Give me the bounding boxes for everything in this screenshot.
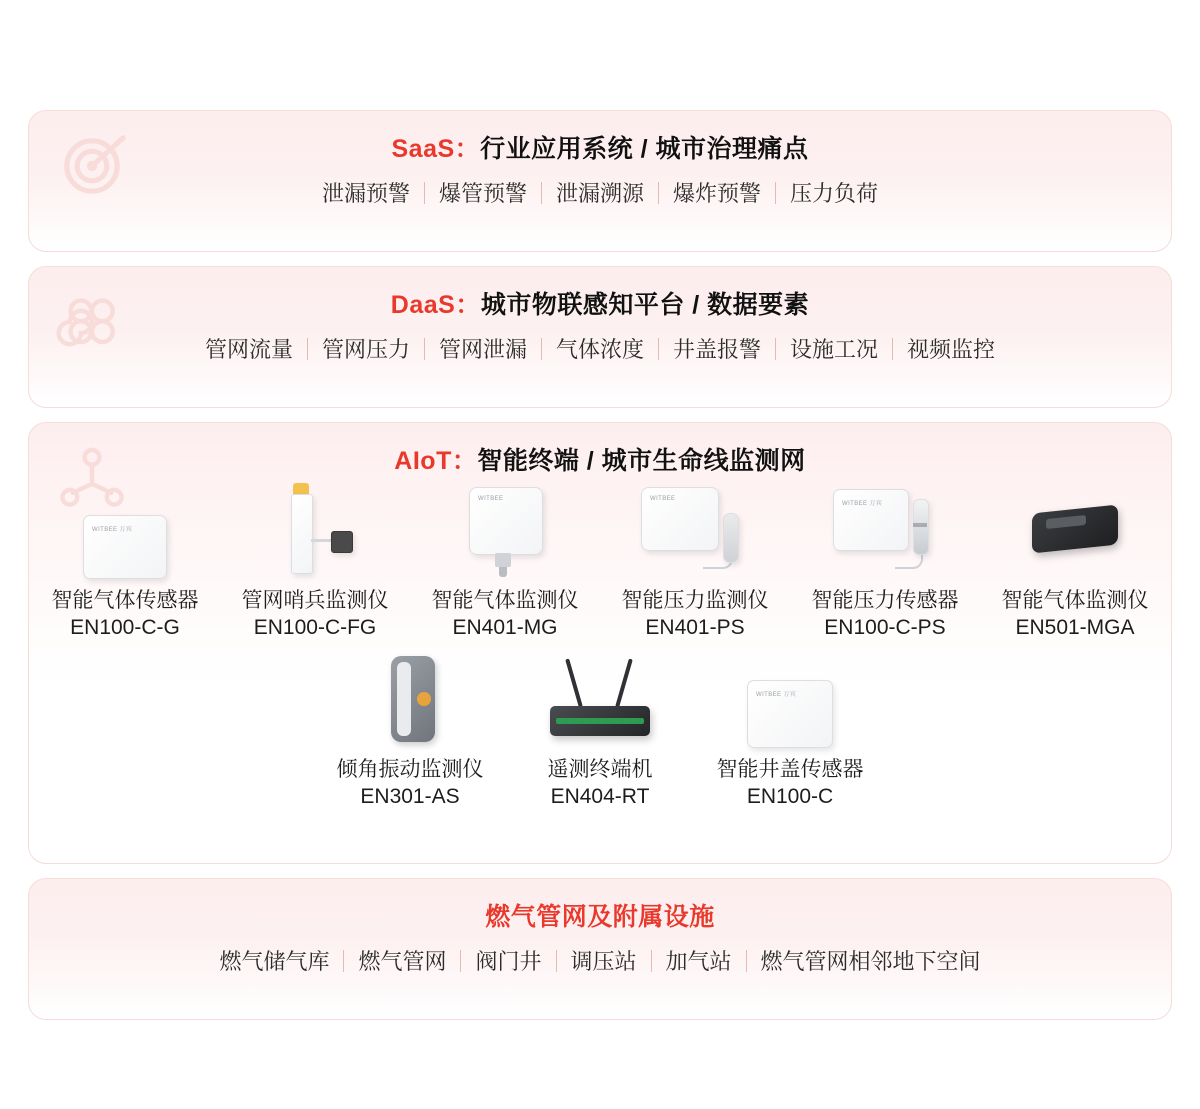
saas-item[interactable]: 爆炸预警 — [673, 181, 762, 206]
brand-mark: WITBEE — [478, 496, 504, 502]
saas-item-row — [29, 177, 1171, 230]
daas-item[interactable]: 视频监控 — [907, 337, 996, 362]
device-name: 智能气体监测仪 — [431, 589, 579, 612]
device-model: EN100-C — [746, 784, 834, 808]
brand-mark: WITBEE — [650, 496, 676, 502]
layer-gas-network — [28, 878, 1172, 1020]
device-name: 智能气体传感器 — [51, 589, 199, 612]
device-card[interactable] — [315, 652, 505, 811]
device-model: EN301-AS — [360, 784, 460, 808]
aiot-title: 智能终端 / 城市生命线监测网 — [477, 447, 806, 475]
aiot-prefix: AIoT： — [394, 447, 478, 475]
device-card[interactable] — [410, 483, 600, 642]
flat-white-box-icon — [30, 483, 220, 579]
aiot-heading — [29, 423, 1171, 483]
device-model: EN401-MG — [452, 616, 558, 640]
saas-item[interactable]: 爆管预警 — [438, 181, 527, 206]
gas-item[interactable]: 燃气管网相邻地下空间 — [760, 949, 981, 974]
device-name: 倾角振动监测仪 — [336, 757, 484, 781]
saas-item[interactable]: 泄漏预警 — [321, 181, 410, 206]
daas-item[interactable]: 管网泄漏 — [438, 337, 527, 362]
device-card[interactable] — [30, 483, 220, 642]
device-card[interactable] — [600, 483, 790, 642]
daas-item[interactable]: 设施工况 — [790, 337, 879, 362]
device-name: 遥测终端机 — [547, 757, 653, 781]
black-module-icon — [980, 483, 1170, 579]
brand-mark: WITBEE 万宾 — [92, 527, 133, 533]
device-name: 智能井盖传感器 — [716, 757, 864, 781]
router-antennas-icon — [505, 652, 695, 748]
saas-item[interactable]: 压力负荷 — [790, 181, 879, 206]
device-name: 智能气体监测仪 — [1001, 589, 1149, 612]
device-card[interactable] — [790, 483, 980, 642]
gas-item-row — [29, 945, 1171, 998]
daas-item[interactable]: 管网流量 — [204, 337, 293, 362]
daas-item-row — [29, 333, 1171, 386]
daas-heading — [29, 267, 1171, 333]
saas-heading — [29, 111, 1171, 177]
device-model: EN100-C-PS — [824, 616, 946, 640]
device-name: 智能压力传感器 — [811, 589, 959, 612]
brand-mark: WITBEE 万宾 — [842, 501, 883, 507]
layer-saas — [28, 110, 1172, 252]
gas-item[interactable]: 燃气储气库 — [219, 949, 330, 974]
sentinel-probe-icon — [220, 483, 410, 579]
daas-title: 城市物联感知平台 / 数据要素 — [480, 291, 810, 319]
device-name: 管网哨兵监测仪 — [241, 589, 389, 612]
aiot-device-row-2 — [29, 652, 1171, 811]
device-model: EN100-C-G — [70, 616, 180, 640]
brand-mark: WITBEE 万宾 — [756, 691, 797, 698]
gas-item[interactable]: 调压站 — [570, 949, 637, 974]
box-with-nozzle-icon — [410, 483, 600, 579]
gas-title: 燃气管网及附属设施 — [485, 903, 715, 931]
daas-item[interactable]: 管网压力 — [321, 337, 410, 362]
device-card[interactable] — [505, 652, 695, 811]
daas-prefix: DaaS： — [390, 291, 481, 319]
flat-white-box-icon — [695, 652, 885, 748]
aiot-device-row-1 — [29, 483, 1171, 642]
daas-item[interactable]: 气体浓度 — [555, 337, 644, 362]
gas-item[interactable]: 燃气管网 — [358, 949, 447, 974]
device-model: EN404-RT — [550, 784, 650, 808]
tilt-vibration-unit-icon — [315, 652, 505, 748]
device-model: EN501-MGA — [1015, 616, 1135, 640]
gas-item[interactable]: 阀门井 — [475, 949, 542, 974]
device-model: EN100-C-FG — [253, 616, 377, 640]
device-model: EN401-PS — [645, 616, 745, 640]
layer-aiot — [28, 422, 1172, 864]
device-card[interactable] — [695, 652, 885, 811]
box-with-sensor-cable-icon — [600, 483, 790, 579]
saas-title: 行业应用系统 / 城市治理痛点 — [480, 135, 809, 163]
device-card[interactable] — [980, 483, 1170, 642]
gas-heading — [29, 879, 1171, 945]
daas-item[interactable]: 井盖报警 — [673, 337, 762, 362]
gas-item[interactable]: 加气站 — [665, 949, 732, 974]
layer-daas — [28, 266, 1172, 408]
box-with-probe-cable-icon — [790, 483, 980, 579]
device-name: 智能压力监测仪 — [621, 589, 769, 612]
saas-item[interactable]: 泄漏溯源 — [555, 181, 644, 206]
device-card[interactable] — [220, 483, 410, 642]
saas-prefix: SaaS： — [391, 135, 481, 163]
